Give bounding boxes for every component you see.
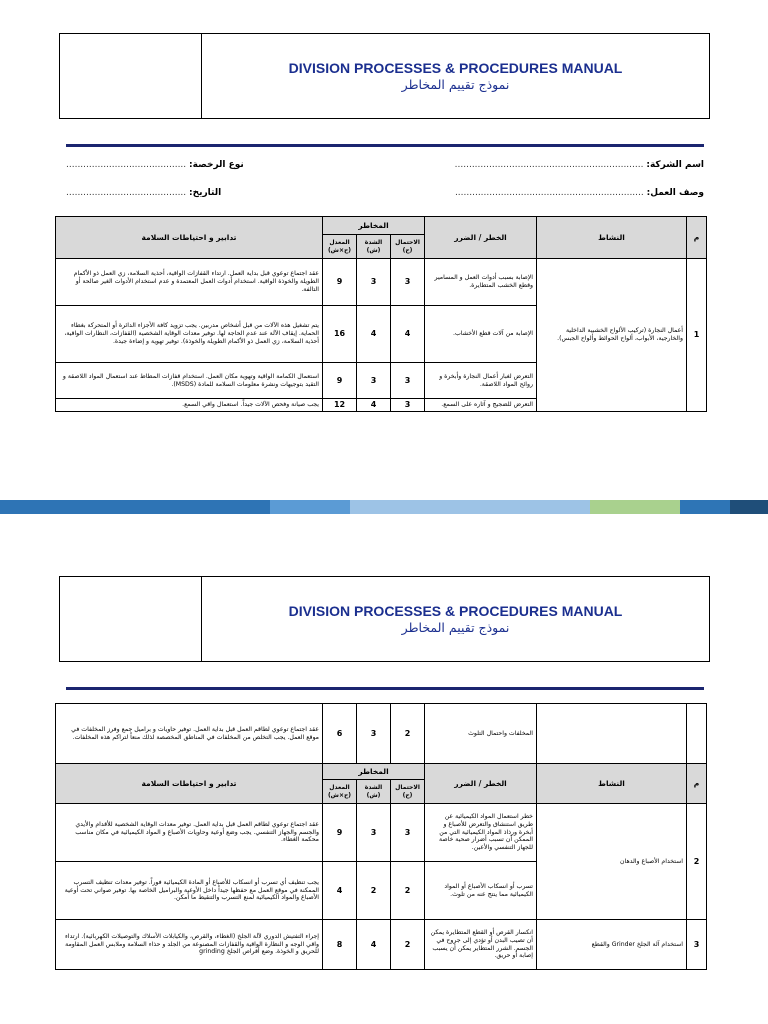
th-severity: الشدة (ش) [357,780,391,804]
table-row [56,259,707,306]
measures-cell: إجراء التفتيش الدوري لآلة الجلخ (الغطاء، والقرص، والكيابلات الأسلاك والتوصيلات الكهربائية). ارتداء واقي الوجه و النظارة الواقية والقفازات المصنوعة من الجلد و حذاء السلامة وملابس العمل المقاومة للحريق و الخوذة. وضع أقراص الجلخ grinding [56,920,323,970]
hazard-cell: المخلفات واحتمال التلوث [425,704,537,764]
rate-cell: 4 [323,862,357,920]
job-label: وصف العمل: [646,188,704,198]
form-row-2 [66,188,704,198]
header-rule [66,687,704,690]
rate-cell: 8 [323,920,357,970]
prob-cell: 3 [391,399,425,412]
th-measures: تدابير و احتياطات السلامة [56,764,323,804]
page-2 [0,515,768,1024]
measures-cell: عقد اجتماع توعوي قبل بداية العمل. ارتداء القفازات الواقية، أحذية السلامة، زي العمل ذو الأكمام الطويلة والخوذة الواقية. استخدام أدوات العمل المعتمدة و عدم استخدام الأدوات الغير صالحة أو التالفة. [56,259,323,306]
page-separator [0,500,768,514]
measures-cell: عقد اجتماع توعوي لطاقم العمل قبل بداية العمل. توفير معدات الوقاية الشخصية للأقدام والأيدي والجسم والجهاز التنفسي. يجب وضع أوعية وحاويات الأصباغ و المواد الكيميائية في مكان مناسب محكمة الغطاء. [56,804,323,862]
activity-cell: استخدام آلة الجلخ Grinder والقطع [537,920,687,970]
permit-label: نوع الرخصة: [189,160,244,170]
prob-cell: 3 [391,259,425,306]
permit-field: .......................................... [66,160,187,170]
rate-cell: 16 [323,306,357,363]
prob-cell: 3 [391,363,425,399]
severity-cell: 3 [357,804,391,862]
th-risks: المخاطر [323,764,425,780]
th-activity: النشاط [537,764,687,804]
th-prob: الاحتمال (ح) [391,780,425,804]
measures-cell: عقد اجتماع توعوي لطاقم العمل قبل بداية العمل. توفير حاويات و براميل جمع وفرز المخلفات في موقع العمل. يجب التخلص من المخلفات في المناطق المخصصة لذلك منعاً لتراكم هذه المخلفات. [56,704,323,764]
rate-cell: 6 [323,704,357,764]
th-rate: المعدل (ح×ش) [323,235,357,259]
hazard-cell: الإصابة بسبب أدوات العمل و المسامير وقطع الخشب المتطايرة. [425,259,537,306]
th-hazard: الخطر / الضرر [425,764,537,804]
severity-cell: 3 [357,704,391,764]
activity-cell [537,704,687,764]
th-measures: تدابير و احتياطات السلامة [56,217,323,259]
th-num: م [687,217,707,259]
date-field: .......................................... [66,188,187,198]
table-row [56,704,707,764]
prob-cell: 2 [391,862,425,920]
th-activity: النشاط [537,217,687,259]
risk-table-2 [55,703,707,970]
form-row-1 [66,160,704,170]
document-header [59,576,710,662]
header-rule [66,144,704,147]
rate-cell: 9 [323,259,357,306]
th-severity: الشدة (ش) [357,235,391,259]
measures-cell: يتم تشغيل هذه الآلات من قبل أشخاص مدربين. يجب تزويد كافة الأجزاء الدائرة أو المتحركة بغطاء الحماية. إيقاف الآلة عند عدم الحاجة لها. توفير معدات الوقاية الشخصية (القفازات، النظارات الواقية، أحذية السلامة، زي العمل ذو الأكمام الطويلة والخوذة). توفير تهوية و إضاءة جيدة. [56,306,323,363]
manual-title: DIVISION PROCESSES & PROCEDURES MANUAL [288,603,623,619]
form-title: نموذج تقييم المخاطر [401,77,510,92]
activity-cell: استخدام الأصباغ والدهان [537,804,687,920]
row-number: 2 [687,804,707,920]
th-hazard: الخطر / الضرر [425,217,537,259]
company-field: .................................................................. [454,160,644,170]
prob-cell: 4 [391,306,425,363]
measures-cell: استعمال الكمامة الواقية وتهوية مكان العمل. استخدام قفازات المطاط عند استعمال المواد اللاصقة و التقيد بتوجيهات ونشرة معلومات السلامة للمادة (MSDS). [56,363,323,399]
hazard-cell: تسرب أو انسكاب الأصباغ أو المواد الكيميائية مما ينتج عنه من تلوث. [425,862,537,920]
severity-cell: 4 [357,920,391,970]
th-prob: الاحتمال (ح) [391,235,425,259]
hazard-cell: خطر استعمال المواد الكيميائية عن طريق استنشاق والتعرض للأصباغ و أبخرة ورذاذ المواد الكيميائية التي من الممكن أن تسبب أضرار صحية خاصة للجهاز التنفسي والأعين. [425,804,537,862]
row-number: 3 [687,920,707,970]
risk-table-1 [55,216,707,412]
severity-cell: 2 [357,862,391,920]
rate-cell: 12 [323,399,357,412]
hazard-cell: الإصابة من آلات قطع الأخشاب. [425,306,537,363]
prob-cell: 2 [391,704,425,764]
manual-title: DIVISION PROCESSES & PROCEDURES MANUAL [288,60,623,76]
job-field: .................................................................. [454,188,644,198]
table-row [56,804,707,862]
prob-cell: 2 [391,920,425,970]
hazard-cell: التعرض للضجيج و آثاره على السمع. [425,399,537,412]
company-label: اسم الشركة: [646,160,704,170]
form-title: نموذج تقييم المخاطر [401,620,510,635]
row-number [687,704,707,764]
row-number: 1 [687,259,707,412]
prob-cell: 3 [391,804,425,862]
page-1 [0,0,768,488]
logo-box [60,577,202,661]
severity-cell: 3 [357,363,391,399]
severity-cell: 4 [357,306,391,363]
activity-cell: أعمال النجارة (تركيب الألواح الخشبية الداخلية والخارجية، الأبواب، ألواح الحوائط وألواح الجبس). [537,259,687,412]
hazard-cell: التعرض لغبار أعمال النجارة وأبخرة و روائح المواد اللاصقة. [425,363,537,399]
measures-cell: يجب صيانة وفحص الآلات جيداً. استعمال واقي السمع. [56,399,323,412]
th-rate: المعدل (ح×ش) [323,780,357,804]
rate-cell: 9 [323,363,357,399]
document-header [59,33,710,119]
severity-cell: 4 [357,399,391,412]
th-risks: المخاطر [323,217,425,235]
rate-cell: 9 [323,804,357,862]
date-label: التاريخ: [189,188,222,198]
measures-cell: يجب تنظيف أي تسرب أو انسكاب للأصباغ أو المادة الكيميائية فوراً. توفير معدات تنظيف التسرب الممكنة في موقع العمل مع حفظها جيداً داخل الأوعية والبراميل الخاصة بها. توفير صواني تحت أوعية الأصباغ والمواد الكيميائية لمنع التسرب والتنقيط ما أمكن. [56,862,323,920]
severity-cell: 3 [357,259,391,306]
logo-box [60,34,202,118]
th-num: م [687,764,707,804]
hazard-cell: انكسار القرص أو القطع المتطايرة يمكن أن تصيب البدن أو تؤدي إلى جروح في الجسم. الشرر المتطاير يمكن أن يسبب إصابة أو حريق. [425,920,537,970]
table-row [56,920,707,970]
